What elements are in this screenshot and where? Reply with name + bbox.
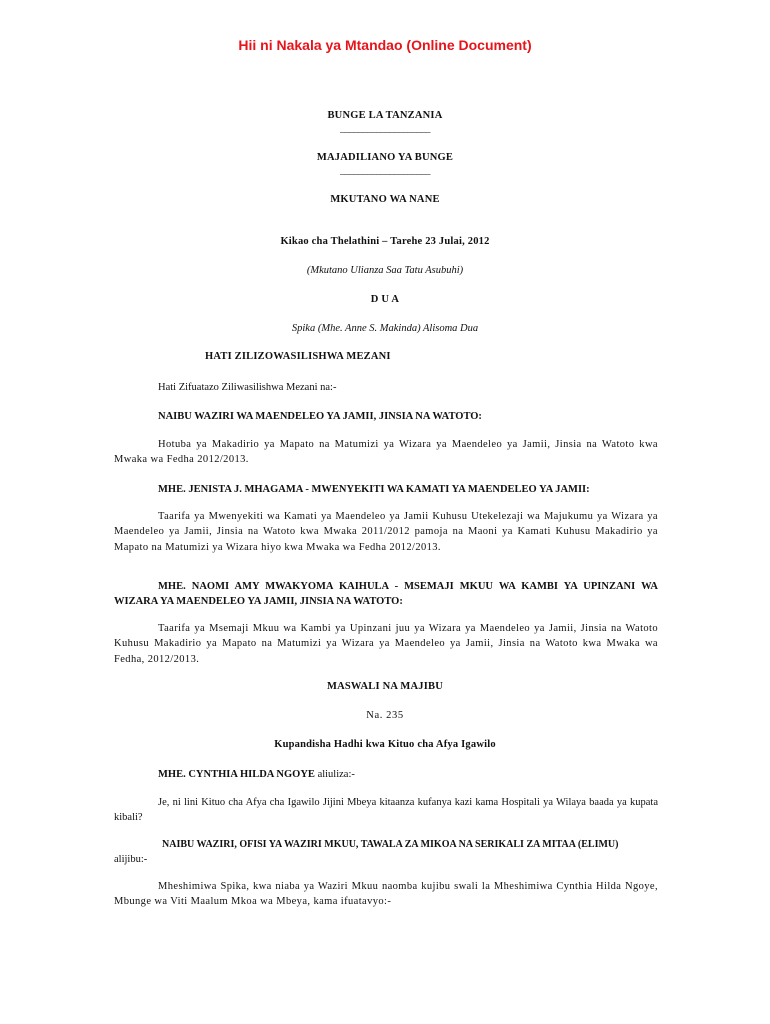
- title-underline: ____________________: [340, 123, 430, 134]
- question-number: Na. 235: [366, 710, 404, 721]
- prayer-text: Spika (Mhe. Anne S. Makinda) Alisoma Dua: [291, 323, 479, 334]
- speaker-naibu-waziri: NAIBU WAZIRI WA MAENDELEO YA JAMII, JINSIA NA WATOTO:: [158, 411, 482, 422]
- answer-text: Mheshimiwa Spika, kwa niaba ya Waziri Mkuu naomba kujibu swali la Mheshimiwa Cynthia Hilda Ngoye, Mbunge wa Viti Maalum Mkoa wa Mbeya, kama ifuatavyo:-: [114, 881, 658, 908]
- paper-text-2: Taarifa ya Mwenyekiti wa Kamati ya Maendeleo ya Jamii Kuhusu Utekelezaji wa Majukumu ya Wizara ya Maendeleo ya Jamii, Jinsia na Watoto kwa Mwaka 2011/2012 pamoja na Maoni ya Kamati Kuhusu Makadirio ya Mapato na Matumizi ya Wizara hiyo kwa Mwaka wa Fedha 2012/2013.: [114, 511, 658, 553]
- questions-heading: MASWALI NA MAJIBU: [327, 681, 443, 692]
- speaker-naomi-kaihula: MHE. NAOMI AMY MWAKYOMA KAIHULA - MSEMAJI MKUU WA KAMBI YA UPINZANI WA WIZARA YA MAENDELEO YA JAMII, JINSIA NA WATOTO:: [114, 581, 658, 608]
- question-topic: Kupandisha Hadhi kwa Kituo cha Afya Igawilo: [274, 739, 496, 750]
- speaker-jenista-mhagama: MHE. JENISTA J. MHAGAMA - MWENYEKITI WA KAMATI YA MAENDELEO YA JAMII:: [158, 484, 590, 495]
- responder-title: NAIBU WAZIRI, OFISI YA WAZIRI MKUU, TAWALA ZA MIKOA NA SERIKALI ZA MITAA (ELIMU): [162, 839, 619, 850]
- paper-text-1: Hotuba ya Makadirio ya Mapato na Matumizi ya Wizara ya Maendeleo ya Jamii, Jinsia na Watoto kwa Mwaka wa Fedha 2012/2013.: [114, 439, 658, 466]
- start-time: (Mkutano Ulianza Saa Tatu Asubuhi): [306, 265, 464, 276]
- asker-name: MHE. CYNTHIA HILDA NGOYE: [158, 769, 315, 780]
- prayer-heading: D U A: [370, 294, 400, 305]
- proceedings-title: MAJADILIANO YA BUNGE: [316, 152, 454, 163]
- session-date: Kikao cha Thelathini – Tarehe 23 Julai, 2012: [280, 236, 490, 247]
- asked-verb: aliuliza:-: [314, 769, 355, 780]
- paper-text-3: Taarifa ya Msemaji Mkuu wa Kambi ya Upinzani juu ya Wizara ya Maendeleo ya Jamii, Jinsia na Watoto Kuhusu Makadirio ya Mapato na Matumizi ya Wizara ya Maendeleo ya Jamii, Jinsia na Watoto kwa Mwaka wa Fedha, 2012/2013.: [114, 623, 658, 665]
- parliament-title: BUNGE LA TANZANIA: [327, 110, 443, 121]
- question-text: Je, ni lini Kituo cha Afya cha Igawilo Jijini Mbeya kitaanza kufanya kazi kama Hospitali ya Wilaya baada ya kupata kibali?: [114, 797, 658, 824]
- question-asker-line: [158, 767, 658, 782]
- papers-heading: HATI ZILIZOWASILISHWA MEZANI: [205, 351, 391, 362]
- subtitle-underline: ____________________: [340, 165, 430, 176]
- meeting-title: MKUTANO WA NANE: [330, 194, 440, 205]
- answered-verb: alijibu:-: [114, 854, 148, 865]
- online-document-banner: Hii ni Nakala ya Mtandao (Online Document): [238, 37, 532, 53]
- papers-intro: Hati Zifuatazo Ziliwasilishwa Mezani na:-: [158, 382, 337, 393]
